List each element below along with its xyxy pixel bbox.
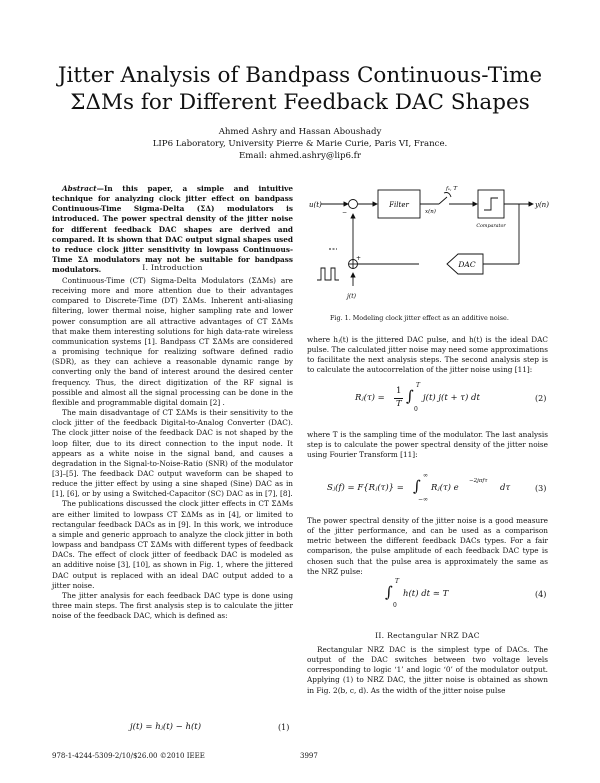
fig-jitter-label: j(t) <box>347 293 356 300</box>
eq3-lower: −∞ <box>418 496 429 503</box>
abstract <box>52 184 293 275</box>
eq3-lhs: Sⱼ(f) = F{Rⱼ(τ)} = <box>327 483 404 493</box>
eq4-lower: 0 <box>393 602 397 609</box>
equation-4-number: (4) <box>535 590 547 599</box>
affiliation: LIP6 Laboratory, University Pierre & Marie Curie, Paris VI, France. <box>152 138 448 149</box>
fig-output-label: y(n) <box>535 201 549 209</box>
right-text-3: The power spectral density of the jitter noise is a good measure of the jitter performance, and can be used as a comparison metric between the different feedback DACs types. For a fair comparison, the pulse amplitude of each feedback DAC type is chosen such that the pulse area is approximately the same as the NRZ pulse: <box>307 516 548 576</box>
equation-1-number: (1) <box>278 723 290 732</box>
intro-paragraph-1: Continuous-Time (CT) Sigma-Delta Modulators (ΣΔMs) are receiving more and more attention due to their advantages compared to Discrete-Time (DT) ΣΔMs. Inherent anti-aliasing filtering, lower thermal noise, higher sampling rate and lower power consumption are all attractive advantages of CT ΣΔMs that make them interesting solutions for high data-rate wireless communication systems [1]. Bandpass CT ΣΔMs are considered a promising technique for realizing software defined radio (SDR), as they can achieve a reasonable dynamic range by converting only the band of interest around the desired center frequency. Thus, the direct digitization of the RF signal is possible and almost all the signal processing can be done in the flexible and programmable digital domain [2] . <box>52 276 293 407</box>
title-line-2: ΣΔMs for Different Feedback DAC Shapes <box>70 90 530 115</box>
page-number: 3997 <box>300 752 318 760</box>
abstract-text: —In this paper, a simple and intuitive technique for analyzing clock jitter effect on bandpass Continuous-Time Sigma-Delta (ΣΔ) modulators is introduced. The power spectral density of the jitter noise for different feedback DAC shapes are derived and compared. It is shown that DAC output signal shapes used to reduce clock jitter sensitivity in lowpass Continuous-Time ΣΔ modulators may not be suitable for bandpass modulators. <box>52 184 293 275</box>
equation-2-number: (2) <box>535 394 547 403</box>
equation-4 <box>385 580 505 614</box>
right-text-4: Rectangular NRZ DAC is the simplest type of DACs. The output of the DAC switches between two voltage levels corresponding to logic ‘1’ and logic ‘0’ of the modulator output. Applying (1) to NRZ DAC, the jitter noise is obtained as shown in Fig. 2(b, c, d). As the width of the jitter noise pulse <box>307 645 548 695</box>
eq3-integral: ∫ <box>413 477 421 495</box>
abstract-label: Abstract <box>62 184 97 193</box>
right-paragraph-3 <box>307 516 548 577</box>
section-1-heading: I. Introduction <box>142 263 203 272</box>
right-paragraph-4 <box>307 645 548 696</box>
section-2-heading: II. Rectangular NRZ DAC <box>375 631 480 640</box>
intro-paragraph-2: The main disadvantage of CT ΣΔMs is their sensitivity to the clock jitter of the feedback Digital-to-Analog Converter (DAC). The clock jitter noise of the feedback DAC is not shaped by the loop filter, due to its direct connection to the input node. It appears as a white noise in the signal band, and causes a degradation in the Signal-to-Noise-Ratio (SNR) of the modulator [3]–[5]. The feedback DAC output waveform can be shaped to reduce the jitter effect by using a sine shaped (Sine) DAC as in [1], [6], or by using a Switched-Capacitor (SC) DAC as in [7], [8]. <box>52 408 293 499</box>
eq2-frac-den: T <box>396 399 402 409</box>
eq2-lhs: Rⱼ(τ) = <box>355 393 385 403</box>
paper-title <box>40 62 560 116</box>
eq2-integral: ∫ <box>406 387 414 405</box>
eq2-rhs: j(t) j(t + τ) dt <box>423 393 480 403</box>
equation-3 <box>327 474 537 508</box>
fig-input-label: u(t) <box>309 201 322 209</box>
authors: Ahmed Ashry and Hassan Aboushady <box>218 127 382 137</box>
intro-paragraph-4: The jitter analysis for each feedback DAC type is done using three main steps. The first analysis step is to calculate the jitter noise of the feedback DAC, which is defined as: <box>52 590 293 621</box>
author-block <box>40 127 560 162</box>
intro-body <box>52 276 293 621</box>
eq2-frac-num: 1 <box>396 386 402 396</box>
eq4-rhs: h(t) dt ≃ T <box>403 589 449 599</box>
email: Email: ahmed.ashry@lip6.fr <box>239 150 361 161</box>
right-text-2: where T is the sampling time of the modulator. The last analysis step is to calculate the power spectral density of the jitter noise using Fourier Transform [11]: <box>307 430 548 460</box>
equation-1: j(t) = hⱼ(t) − h(t) <box>130 722 202 732</box>
fig-dac-label: DAC <box>458 260 476 269</box>
figure-1-diagram <box>307 180 552 305</box>
fig-clock-label: fₛ, T <box>446 186 458 192</box>
title-line-1: Jitter Analysis of Bandpass Continuous-Time <box>57 63 543 88</box>
fig-sampled-label: x(n) <box>425 209 436 215</box>
equation-3-number: (3) <box>535 484 547 493</box>
fig-comparator-label: Comparator <box>476 224 506 229</box>
right-paragraph-1 <box>307 335 548 376</box>
eq3-end: dτ <box>500 483 511 493</box>
eq3-upper: ∞ <box>423 472 428 479</box>
right-text-1: where hⱼ(t) is the jittered DAC pulse, and h(t) is the ideal DAC pulse. The calculated jitter noise may need some approximations to facilitate the next analysis steps. The second analysis step is to calculate the autocorrelation of the jitter noise using [11]: <box>307 335 548 375</box>
equation-2 <box>355 382 545 418</box>
right-paragraph-2 <box>307 430 548 460</box>
eq2-upper: T <box>416 382 421 389</box>
fig-filter-label: Filter <box>389 201 409 209</box>
fig-plus-sign: + <box>356 255 362 262</box>
intro-paragraph-3: The publications discussed the clock jitter effects in CT ΣΔMs are either limited to lowpass CT ΣΔMs as in [4], or limited to rectangular feedback DACs as in [9]. In this work, we introduce a simple and generic approach to analyze the clock jitter in both lowpass and bandpass CT ΣΔMs with different types of feedback DACs. The effect of clock jitter of feedback DAC is modeled as an additive noise [3], [10], as shown in Fig. 1, where the jittered DAC output is replaced with an ideal DAC output added to a jitter noise. <box>52 499 293 590</box>
figure-1-caption: Fig. 1. Modeling clock jitter effect as an additive noise. <box>330 314 509 322</box>
eq3-rhs: Rⱼ(τ) e <box>431 483 459 493</box>
footer-copyright: 978-1-4244-5309-2/10/$26.00 ©2010 IEEE <box>52 752 205 760</box>
eq4-integral: ∫ <box>385 583 393 601</box>
fig-minus-sign: − <box>342 209 348 216</box>
eq4-upper: T <box>395 578 400 585</box>
eq2-lower: 0 <box>414 406 418 413</box>
eq3-exponent: −2jπfτ <box>469 478 488 484</box>
